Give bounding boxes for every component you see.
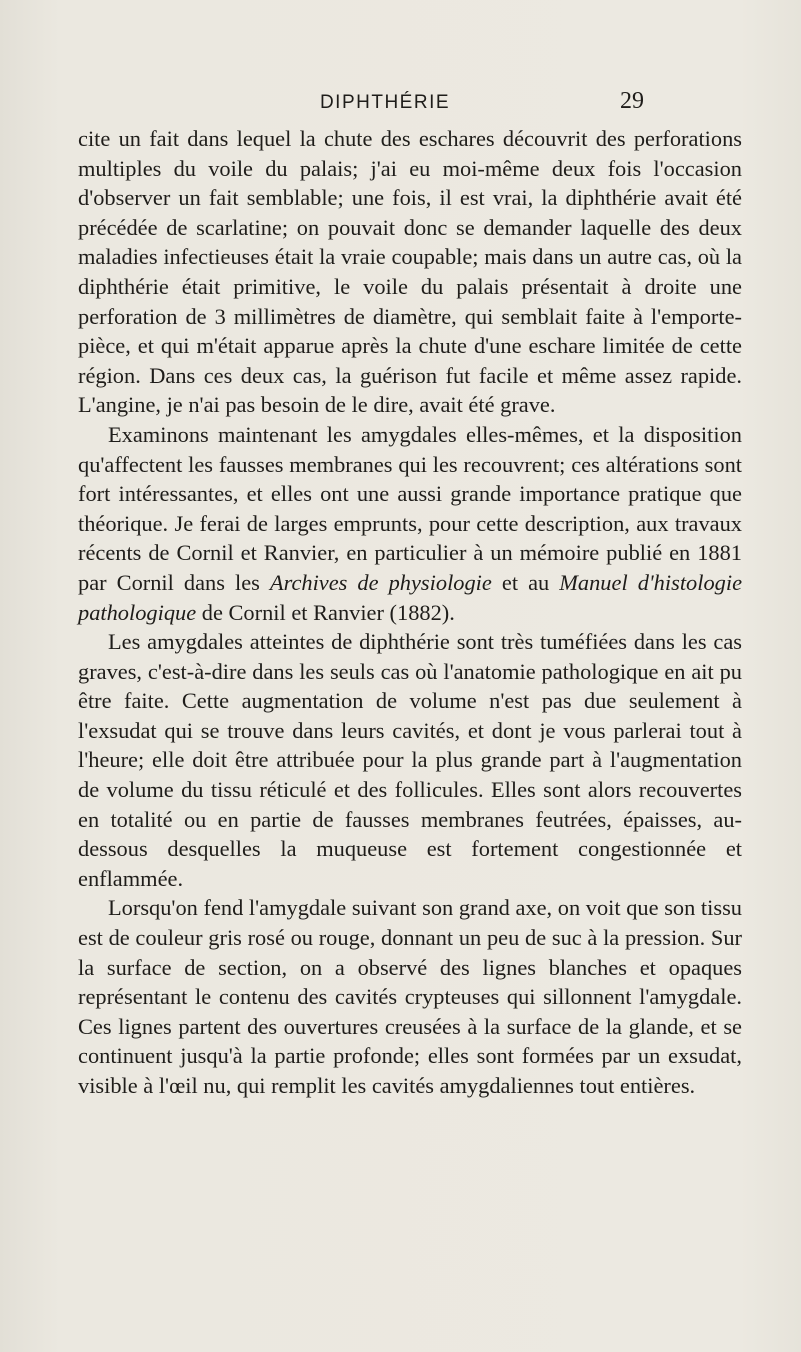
paragraph-1: cite un fait dans lequel la chute des eschares découvrit des perforations multiples du voile du palais; j'ai eu moi-même deux fois l'occasion d'observer un fait semblable; une fois, il est vrai, la diphthérie avait été précédée de scarlatine; on pouvait donc se demander laquelle des deux maladies infectieuses était la vraie coupable; mais dans un autre cas, où la diphthérie était primitive, le voile du palais présentait à droite une perforation de 3 millimètres de diamètre, qui semblait faite à l'emporte-pièce, et qui m'était apparue après la chute d'une eschare limitée de cette région. Dans ces deux cas, la guérison fut facile et même assez rapide. L'angine, je n'ai pas besoin de le dire, avait été grave. <box>78 126 742 418</box>
paragraph-2-end: de Cornil et Ranvier (1882). <box>196 599 455 625</box>
paragraph-2-start: Examinons maintenant les amygdales elles-mêmes, et la disposition qu'affectent les fausses membranes qui les recouvrent; ces altérations sont fort intéressantes, et elles ont une aussi grande importance pratique que théorique. Je ferai de larges emprunts, pour cette description, aux travaux récents de Cornil et Ranvier, en particulier à un mémoire publié en 1881 par Cornil dans les <box>78 421 742 595</box>
journal-title: Archives de physiologie <box>269 569 492 595</box>
body-text <box>78 124 742 1101</box>
paragraph-4: Lorsqu'on fend l'amygdale suivant son grand axe, on voit que son tissu est de couleur gris rosé ou rouge, donnant un peu de suc à la pression. Sur la surface de section, on a observé des lignes blanches et opaques représentant le contenu des cavités crypteuses qui sillonnent l'amygdale. Ces lignes partent des ouvertures creusées à la surface de la glande, et se continuent jusqu'à la partie profonde; elles sont formées par un exsudat, visible à l'œil nu, qui remplit les cavités amygdaliennes tout entières. <box>78 895 742 1098</box>
manual-title: Manuel d'histologie pathologique <box>78 569 743 625</box>
paragraph-2 <box>78 420 742 627</box>
paragraph-2-mid: et au <box>491 569 560 595</box>
page-header <box>0 88 801 122</box>
page-number: 29 <box>620 88 644 114</box>
paragraph-3: Les amygdales atteintes de diphthérie sont très tuméfiées dans les cas graves, c'est-à-dire dans les seuls cas où l'anatomie pathologique en ait pu être faite. Cette augmentation de volume n'est pas due seulement à l'exsudat qui se trouve dans leurs cavités, et dont je vous parlerai tout à l'heure; elle doit être attribuée pour la plus grande part à l'augmentation de volume du tissu réticulé et des follicules. Elles sont alors recouvertes en totalité ou en partie de fausses membranes feutrées, épaisses, au-dessous desquelles la muqueuse est fortement congestionnée et enflammée. <box>78 629 742 891</box>
running-title: DIPHTHÉRIE <box>319 92 451 113</box>
